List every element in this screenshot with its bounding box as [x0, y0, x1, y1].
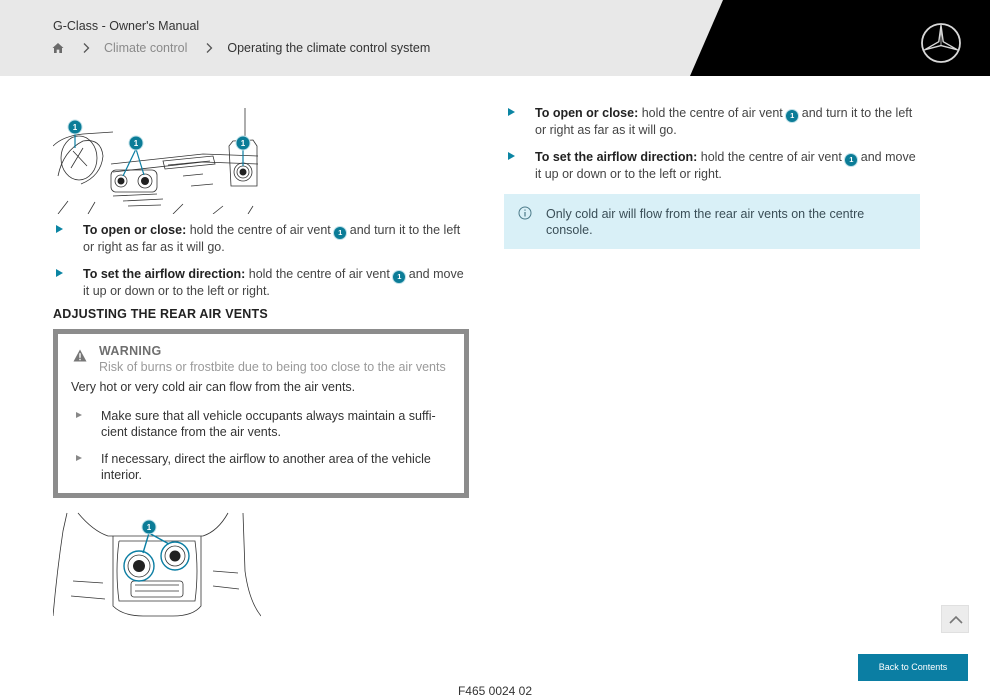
- chevron-right-icon: [82, 42, 90, 54]
- list-item: [71, 451, 441, 483]
- chevron-up-icon: [942, 606, 970, 634]
- mercedes-star-logo[interactable]: [920, 22, 962, 64]
- arrow-right-icon: [56, 269, 63, 277]
- breadcrumb-climate-control[interactable]: Climate control: [104, 41, 188, 55]
- breadcrumb: [52, 41, 430, 55]
- svg-text:1: 1: [133, 139, 139, 148]
- warning-subheading: Risk of burns or frostbite due to being too close to the air vents: [99, 360, 446, 374]
- callout-marker: [68, 120, 82, 134]
- arrow-right-icon: [508, 108, 515, 116]
- step-text: and move it up or down or to the left or right.: [83, 267, 464, 298]
- step-text: and turn it to the left or right as far as it will go.: [535, 106, 913, 137]
- warning-item-text: Make sure that all vehicle occupants always maintain a suffi- cient distance from the air vents.: [101, 409, 436, 439]
- page-header: [0, 0, 990, 76]
- doc-title: G-Class - Owner's Manual: [53, 19, 200, 33]
- svg-text:1: 1: [72, 123, 78, 132]
- arrow-right-icon: [76, 455, 82, 461]
- callout-marker: [129, 136, 143, 150]
- warning-box: [53, 329, 469, 498]
- step-text: and move it up or down or to the left or right.: [535, 150, 916, 181]
- warning-triangle-icon: [73, 349, 87, 362]
- back-to-contents-button[interactable]: Back to Contents: [858, 654, 968, 681]
- front-vent-instructions: [53, 222, 473, 310]
- arrow-right-icon: [56, 225, 63, 233]
- rear-vent-instructions: [505, 105, 925, 193]
- step-text: hold the centre of air vent: [245, 267, 394, 281]
- step-label: To set the airflow direction:: [535, 150, 698, 164]
- warning-text: Very hot or very cold air can flow from the air vents.: [71, 380, 356, 394]
- section-title: ADJUSTING THE REAR AIR VENTS: [53, 307, 268, 321]
- svg-text:1: 1: [240, 139, 246, 148]
- step-text: hold the centre of air vent: [186, 223, 335, 237]
- scroll-to-top-button[interactable]: [941, 605, 969, 633]
- info-icon: [518, 206, 532, 220]
- chevron-right-icon: [205, 42, 213, 54]
- front-air-vents-illustration: [53, 106, 261, 214]
- step-label: To open or close:: [535, 106, 639, 120]
- list-item: [505, 105, 925, 139]
- document-id: F465 0024 02: [457, 684, 533, 698]
- home-icon[interactable]: [52, 42, 64, 54]
- warning-item-text: If necessary, direct the airflow to another area of the vehicle interior.: [101, 452, 431, 482]
- callout-marker: 1: [845, 154, 857, 166]
- callout-marker: 1: [786, 110, 798, 122]
- list-item: [53, 266, 473, 300]
- arrow-right-icon: [508, 152, 515, 160]
- step-label: To open or close:: [83, 223, 187, 237]
- svg-text:1: 1: [146, 523, 152, 532]
- step-text: hold the centre of air vent: [638, 106, 787, 120]
- list-item: [71, 408, 441, 440]
- callout-marker: [236, 136, 250, 150]
- note-text: Only cold air will flow from the rear air vents on the centre console.: [546, 207, 865, 237]
- warning-heading: WARNING: [99, 344, 162, 358]
- info-note: [504, 194, 920, 249]
- step-text: hold the centre of air vent: [697, 150, 846, 164]
- callout-marker: [142, 520, 156, 534]
- step-label: To set the airflow direction:: [83, 267, 246, 281]
- callout-marker: 1: [334, 227, 346, 239]
- arrow-right-icon: [76, 412, 82, 418]
- warning-list: [71, 408, 441, 494]
- list-item: [505, 149, 925, 183]
- list-item: [53, 222, 473, 256]
- breadcrumb-current-page: Operating the climate control system: [227, 41, 431, 55]
- callout-marker: 1: [393, 271, 405, 283]
- rear-air-vents-illustration: [53, 511, 261, 619]
- step-text: and turn it to the left or right as far as it will go.: [83, 223, 461, 254]
